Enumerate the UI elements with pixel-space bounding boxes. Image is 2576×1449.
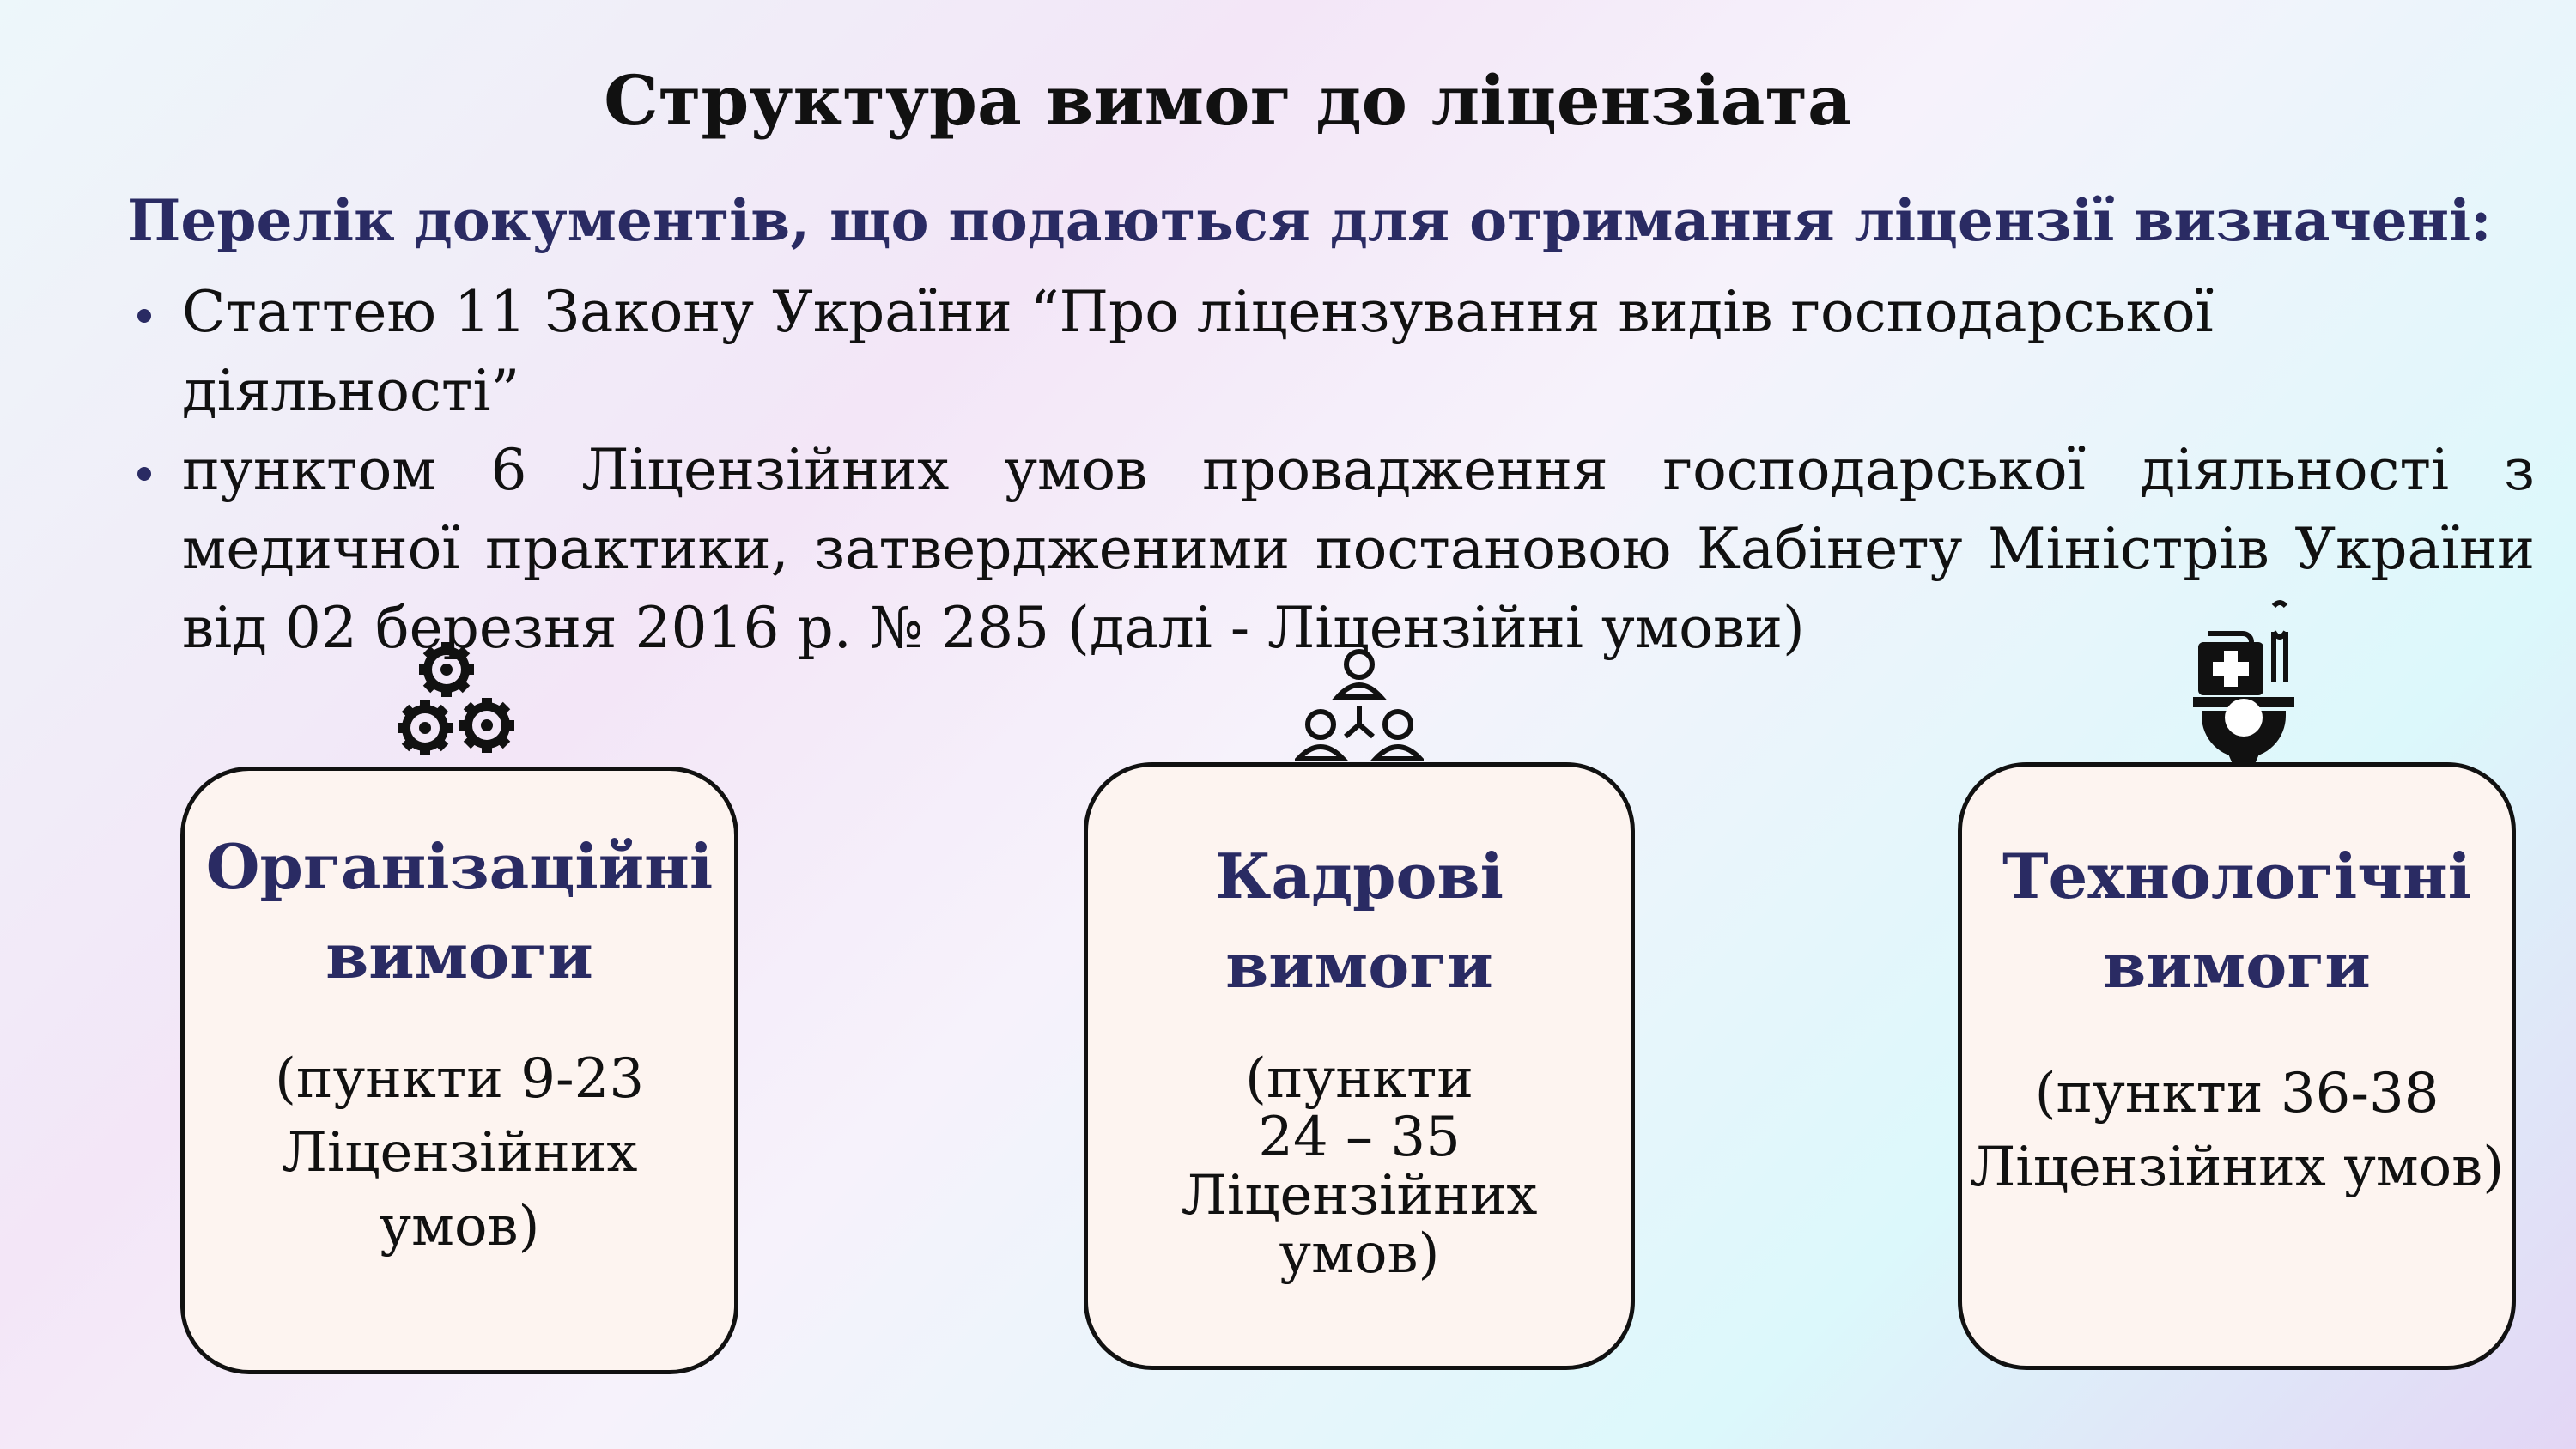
list-item	[182, 431, 2535, 668]
card-text: умов)	[1279, 1222, 1440, 1286]
card-title-line2: вимоги	[325, 919, 593, 992]
card-text: Ліцензійних	[281, 1121, 638, 1185]
list-item	[182, 273, 2535, 431]
card-title-line2: вимоги	[2103, 929, 2371, 1002]
card-text: Ліцензійних	[1181, 1164, 1538, 1228]
technological-requirements-card	[1958, 762, 2516, 1370]
bullet-icon	[137, 309, 151, 323]
card-text: (пункти 9-23	[274, 1047, 645, 1111]
organizational-requirements-card	[180, 767, 738, 1374]
card-text: умов)	[379, 1195, 540, 1258]
documents-list-heading: Перелік документів, що подаються для отримання ліцензії визначені:	[127, 187, 2492, 254]
list-item-text: Статтею 11 Закону України “Про ліцензування видів господарської діяльності”	[182, 279, 2214, 424]
card-text: 24 – 35	[1258, 1106, 1461, 1169]
documents-list	[182, 273, 2535, 668]
list-item-text-continued: від 02 березня 2016 р. № 285 (далі - Ліцензійні умови)	[182, 595, 1805, 661]
medical-device-icon	[2191, 597, 2305, 766]
card-title-line2: вимоги	[1225, 929, 1493, 1002]
card-text: Ліцензійних умов)	[1969, 1136, 2505, 1199]
bullet-icon	[137, 467, 151, 481]
card-title: Технологічні	[2002, 840, 2472, 912]
staffing-requirements-card	[1084, 762, 1635, 1370]
card-title: Організаційні	[205, 830, 714, 903]
card-title: Кадрові	[1215, 840, 1504, 912]
page-title: Структура вимог до ліцензіата	[604, 60, 1852, 141]
gears-icon	[391, 635, 528, 764]
list-item-text: пунктом 6 Ліцензійних умов провадження господарської діяльності з медичної практики, затвердженими постановою Кабінету Міністрів України	[182, 437, 2535, 582]
card-text: (пункти	[1245, 1047, 1473, 1111]
card-text: (пункти 36-38	[2034, 1062, 2439, 1125]
team-structure-icon	[1295, 646, 1424, 766]
